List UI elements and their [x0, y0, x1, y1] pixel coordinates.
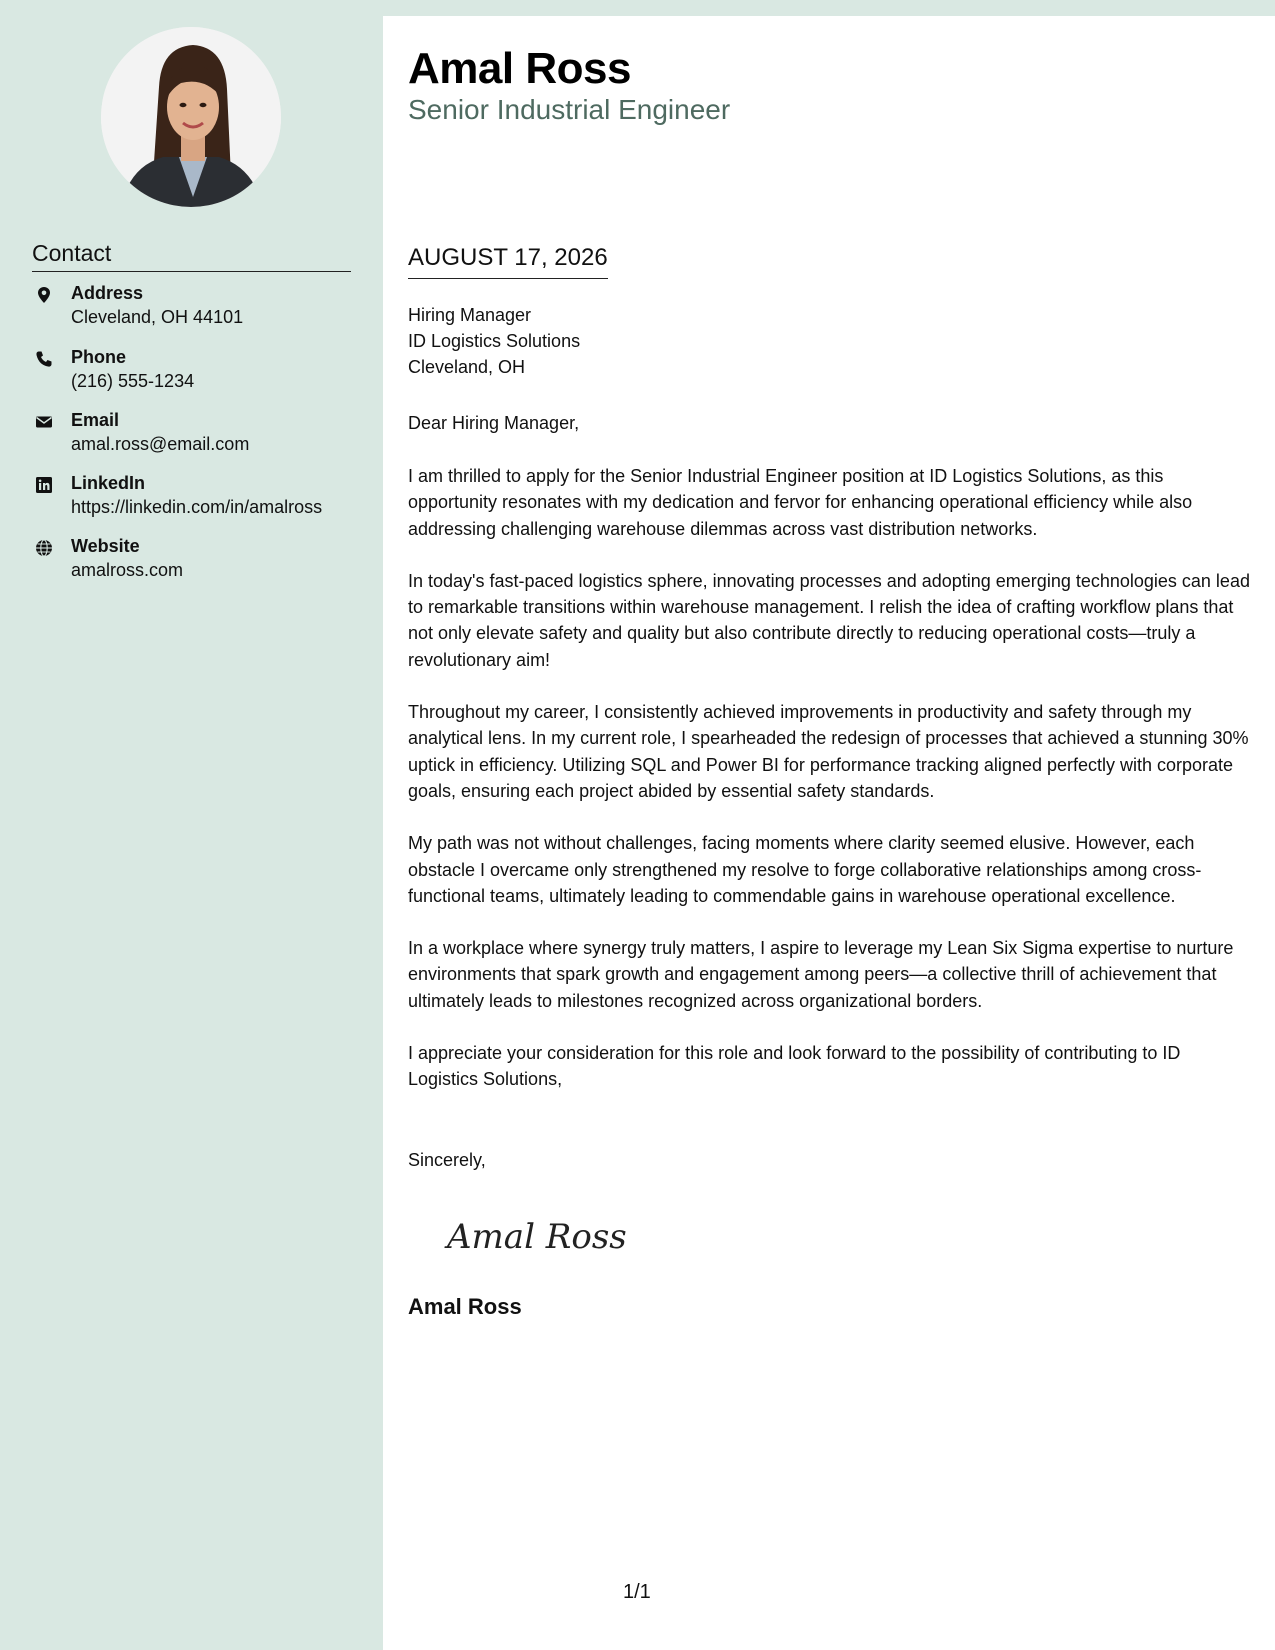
- applicant-role: Senior Industrial Engineer: [408, 94, 731, 125]
- globe-icon: [35, 539, 53, 557]
- body-paragraph: My path was not without challenges, facing moments where clarity seemed elusive. However, each obstacle I overcame only strengthened my resolve to forge collaborative relationships among cross-functional teams, ultimately leading to commendable gains in warehouse operational excellence.: [408, 833, 1202, 906]
- email-icon: [35, 413, 53, 431]
- contact-label: LinkedIn: [71, 473, 146, 493]
- closing: Sincerely,: [408, 1150, 486, 1170]
- profile-photo: [101, 27, 281, 207]
- contact-link[interactable]: https://linkedin.com/in/amalross: [71, 497, 323, 517]
- recipient-line: Cleveland, OH: [408, 357, 526, 377]
- recipient-block: [408, 302, 580, 380]
- letter-body: [408, 463, 1253, 1119]
- contact-label: Phone: [71, 347, 127, 367]
- body-paragraph: Throughout my career, I consistently achieved improvements in productivity and safety through my analytical lens. In my current role, I spearheaded the redesign of processes that achieved a stunning 30% uptick in efficiency. Utilizing SQL and Power BI for performance tracking aligned perfectly with corporate goals, ensuring each project abided by essential safety standards.: [408, 702, 1249, 801]
- letter-date: AUGUST 17, 2026: [408, 244, 608, 279]
- page-number: 1/1: [623, 1581, 651, 1603]
- contact-label: Website: [71, 536, 140, 556]
- signer-name: Amal Ross: [408, 1294, 522, 1319]
- body-paragraph: I appreciate your consideration for this role and look forward to the possibility of contributing to ID Logistics Solutions,: [408, 1043, 1181, 1090]
- phone-icon: [35, 350, 53, 368]
- contact-value: amal.ross@email.com: [71, 434, 250, 454]
- contact-label: Email: [71, 410, 120, 430]
- body-paragraph: In a workplace where synergy truly matters, I aspire to leverage my Lean Six Sigma expertise to nurture environments that spark growth and engagement among peers—a collective thrill of achievement that ultimately leads to milestones recognized across organizational borders.: [408, 938, 1234, 1011]
- applicant-name: Amal Ross: [408, 44, 631, 93]
- recipient-line: Hiring Manager: [408, 305, 532, 325]
- body-paragraph: I am thrilled to apply for the Senior Industrial Engineer position at ID Logistics Solutions, as this opportunity resonates with my dedication and fervor for enhancing operational efficiency while also addressing challenging warehouse dilemmas across vast distribution networks.: [408, 466, 1193, 539]
- body-paragraph: In today's fast-paced logistics sphere, innovating processes and adopting emerging technologies can lead to remarkable transitions within warehouse management. I relish the idea of crafting workflow plans that not only elevate safety and quality but also contribute directly to reducing operational costs—truly a revolutionary aim!: [408, 570, 1250, 670]
- contact-value: (216) 555-1234: [71, 371, 195, 391]
- contact-link[interactable]: amalross.com: [71, 560, 184, 580]
- salutation: Dear Hiring Manager,: [408, 413, 580, 433]
- handwritten-signature: [443, 1206, 643, 1271]
- contact-heading: Contact: [32, 240, 351, 272]
- contact-label: Address: [71, 283, 144, 303]
- svg-text:Amal Ross: Amal Ross: [447, 1217, 627, 1257]
- sidebar: [0, 0, 383, 1650]
- letter-page: [383, 16, 1275, 1650]
- linkedin-icon: [35, 476, 53, 494]
- location-pin-icon: [35, 286, 53, 304]
- contact-value: Cleveland, OH 44101: [71, 307, 244, 327]
- recipient-line: ID Logistics Solutions: [408, 331, 581, 351]
